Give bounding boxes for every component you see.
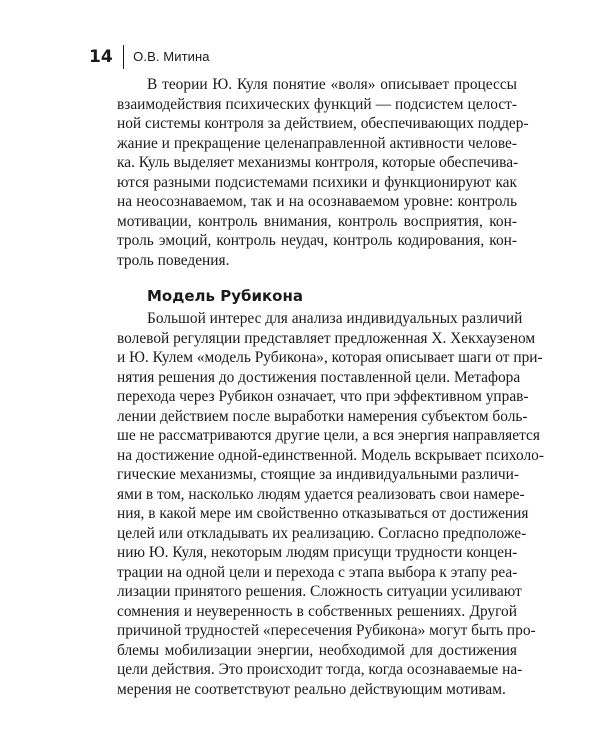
- page-number: 14: [89, 47, 113, 67]
- text-line: взаимодействия психических функций — подсистем целост-: [117, 95, 517, 113]
- paragraph-intro: [117, 75, 529, 270]
- text-line: сомнения и неуверенность в собственных решениях. Другой: [117, 602, 517, 620]
- header-divider: [123, 45, 125, 69]
- text-line: причиной трудностей «пересечения Рубикона» могут быть про-: [117, 622, 536, 639]
- text-line: ются разными подсистемами психики и функционируют как: [117, 173, 517, 191]
- text-line: троль эмоций, контроль неудач, контроль кодирования, кон-: [117, 232, 517, 249]
- text-line: ями в том, насколько людям удается реализовать свои намере-: [117, 485, 525, 503]
- text-line: мерения не соответствуют реально действующим мотивам.: [117, 680, 506, 698]
- section-heading: Модель Рубикона: [147, 287, 303, 305]
- text-line: гические механизмы, стоящие за индивидуальными различи-: [117, 466, 519, 483]
- text-line: мотивации, контроль внимания, контроль восприятия, кон-: [117, 212, 517, 230]
- text-line: ка. Куль выделяет механизмы контроля, которые обеспечива-: [117, 154, 519, 171]
- text-line: ния, в какой мере им свойственно отказываться от достижения: [117, 505, 529, 522]
- text-line: Большой интерес для анализа индивидуальных различий: [147, 310, 523, 327]
- text-line: ной системы контроля за действием, обеспечивающих поддер-: [117, 115, 529, 132]
- text-line: нятия решения до достижения поставленной цели. Метафора: [117, 368, 521, 386]
- text-line: жание и прекращение целенаправленной активности челове-: [117, 134, 517, 152]
- text-line: троль поведения.: [117, 251, 230, 269]
- text-line: нию Ю. Куля, некоторым людям присущи трудности концен-: [117, 544, 518, 561]
- text-line: и Ю. Кулем «модель Рубикона», которая описывает шаги от при-: [117, 349, 543, 366]
- paragraph-rubicon-model: [117, 309, 544, 699]
- text-line: на неосознаваемом, так и на осознаваемом уровне: контроль: [117, 193, 517, 210]
- text-line: лизации принятого решения. Сложность ситуации усиливают: [117, 583, 522, 600]
- text-line: блемы мобилизации энергии, необходимой для достижения: [117, 641, 517, 659]
- text-line: целей или откладывать их реализацию. Согласно предположе-: [117, 524, 527, 542]
- text-line: ше не рассматриваются другие цели, а вся энергия направляется: [117, 427, 540, 444]
- running-header: [89, 44, 210, 70]
- running-author: О.В. Митина: [133, 49, 210, 64]
- text-line: на достижение одной-единственной. Модель вскрывает психоло-: [117, 446, 544, 464]
- text-line: цели действия. Это происходит тогда, когда осознаваемые на-: [117, 661, 523, 678]
- text-line: лении действием после выработки намерения субъектом боль-: [117, 407, 528, 425]
- text-line: перехода через Рубикон означает, что при эффективном управ-: [117, 388, 529, 405]
- text-line: волевой регуляции представляет предложенная Х. Хекхаузеном: [117, 329, 536, 347]
- text-line: В теории Ю. Куля понятие «воля» описывает процессы: [147, 76, 517, 93]
- text-line: трации на одной цели и перехода с этапа выбора к этапу реа-: [117, 563, 518, 581]
